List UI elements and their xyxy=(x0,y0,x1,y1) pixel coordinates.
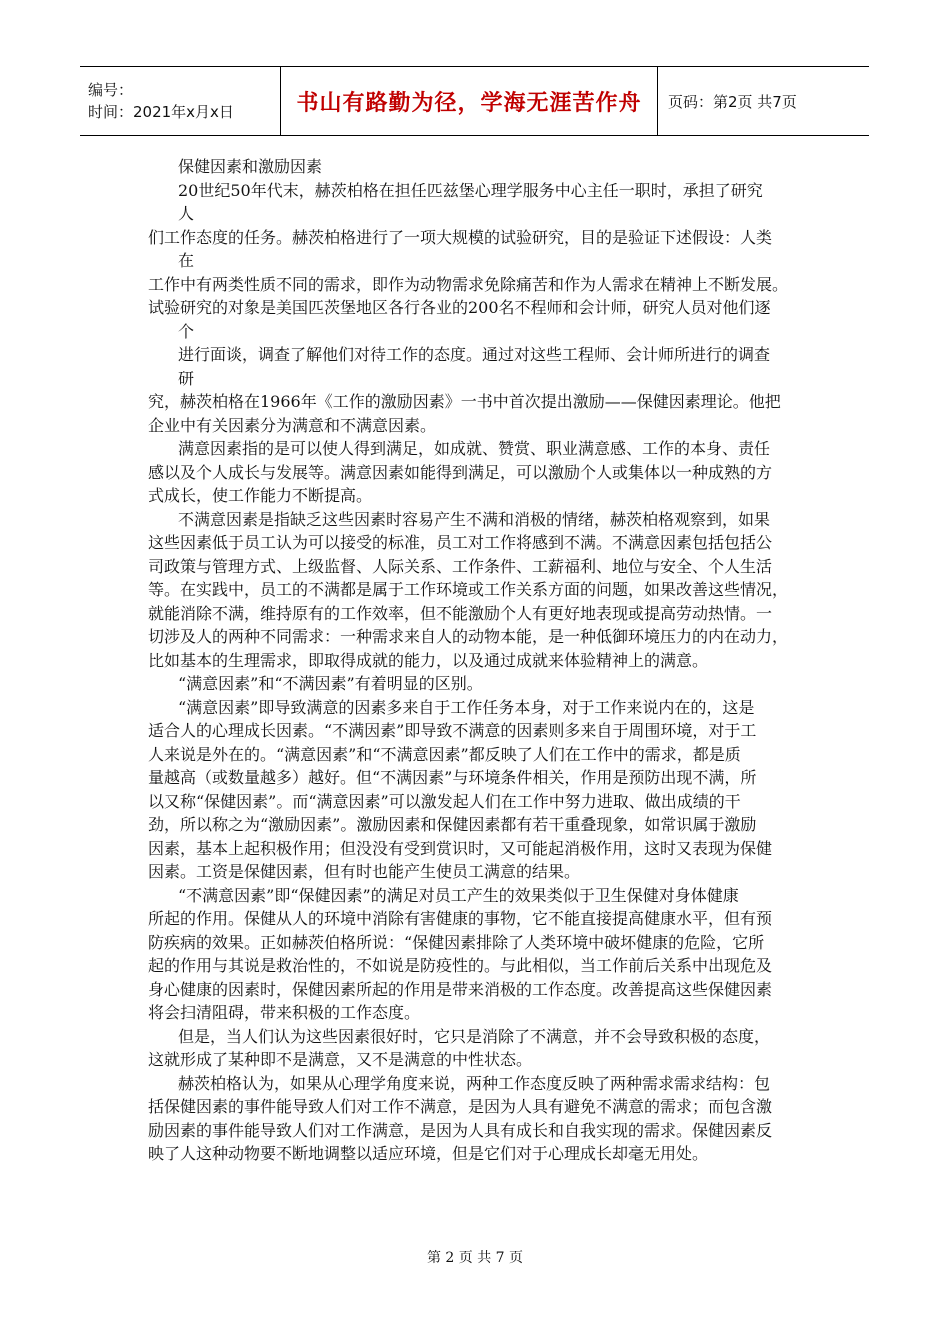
text-line: 量越高（或数量越多）越好。但“不满因素”与环境条件相关，作用是预防出现不满，所 xyxy=(148,768,757,787)
text-line: 起的作用与其说是救治性的，不如说是防疫性的。与此相似，当工作前后关系中出现危及 xyxy=(148,956,773,975)
text-line: 试验研究的对象是美国匹茨堡地区各行各业的200名不程师和会计师，研究人员对他们逐 xyxy=(148,298,771,317)
header-motto: 书山有路勤为径，学海无涯苦作舟 xyxy=(296,90,642,116)
text-line: 20世纪50年代末，赫茨柏格在担任匹兹堡心理学服务中心主任一职时，承担了研究 xyxy=(178,180,763,200)
text-line: 以又称“保健因素”。而“满意因素”可以激发起人们在工作中努力进取、做出成绩的干 xyxy=(148,791,741,811)
text-line: 工作中有两类性质不同的需求，即作为动物需求免除痛苦和作为人需求在精神上不断发展。 xyxy=(148,274,789,294)
document-body xyxy=(148,155,808,1166)
text-line: 企业中有关因素分为满意和不满意因素。 xyxy=(148,415,437,435)
text-line: 司政策与管理方式、上级监督、人际关系、工作条件、工薪福利、地位与安全、个人生活 xyxy=(148,556,773,576)
text-line: 感以及个人成长与发展等。满意因素如能得到满足，可以激励个人或集体以一种成熟的方 xyxy=(148,462,773,482)
text-line: 劲，所以称之为“激励因素”。激励因素和保健因素都有若干重叠现象，如常识属于激励 xyxy=(148,815,757,834)
text-line: 将会扫清阻碍，带来积极的工作态度。 xyxy=(148,1003,421,1022)
header-page-label: 页码：第2页 共7页 xyxy=(668,92,797,111)
text-line: 因素，基本上起积极作用；但没没有受到赏识时，又可能起消极作用，这时又表现为保健 xyxy=(148,838,773,858)
page-footer: 第 2 页 共 7 页 xyxy=(426,1250,524,1266)
text-line: 比如基本的生理需求，即取得成就的能力，以及通过成就来体验精神上的满意。 xyxy=(148,650,709,670)
text-line: 等。在实践中，员工的不满都是属于工作环境或工作关系方面的问题，如果改善这些情况， xyxy=(148,580,789,599)
text-line: 们工作态度的任务。赫茨柏格进行了一项大规模的试验研究，目的是验证下述假设：人类 xyxy=(148,227,773,247)
text-line: 这些因素低于员工认为可以接受的标准，员工对工作将感到不满。不满意因素包括包括公 xyxy=(148,533,773,552)
header-meta xyxy=(80,67,281,135)
header-date-label: 时间：2021年x月x日 xyxy=(88,103,234,121)
text-line: 式成长，使工作能力不断提高。 xyxy=(148,486,373,505)
text-line: 就能消除不满，维持原有的工作效率，但不能激励个人有更好地表现或提高劳动热情。一 xyxy=(148,603,773,623)
text-line: 括保健因素的事件能导致人们对工作不满意，是因为人具有避免不满意的需求；而包含激 xyxy=(148,1097,773,1116)
text-line: “不满意因素”即“保健因素”的满足对员工产生的效果类似于卫生保健对身体健康 xyxy=(178,885,739,905)
page-header xyxy=(80,66,869,136)
text-line: 究，赫茨柏格在1966年《工作的激励因素》一书中首次提出激励——保健因素理论。他把 xyxy=(148,392,781,411)
text-line: 这就形成了某种即不是满意，又不是满意的中性状态。 xyxy=(148,1050,533,1069)
text-line: 身心健康的因素时，保健因素所起的作用是带来消极的工作态度。改善提高这些保健因素 xyxy=(148,979,773,999)
text-line: 满意因素指的是可以使人得到满足，如成就、赞赏、职业满意感、工作的本身、责任 xyxy=(178,439,771,458)
text-line: 保健因素和激励因素 xyxy=(178,157,323,176)
header-number-label: 编号： xyxy=(88,81,134,99)
text-line: 映了人这种动物要不断地调整以适应环境，但是它们对于心理成长却毫无用处。 xyxy=(148,1144,709,1163)
text-line: 进行面谈，调查了解他们对待工作的态度。通过对这些工程师、会计师所进行的调查 xyxy=(178,345,771,364)
text-line: 赫茨柏格认为，如果从心理学角度来说，两种工作态度反映了两种需求需求结构：包 xyxy=(178,1073,771,1093)
text-line: 因素。工资是保健因素，但有时也能产生使员工满意的结果。 xyxy=(148,862,581,881)
text-line: “满意因素”即导致满意的因素多来自于工作任务本身，对于工作来说内在的，这是 xyxy=(178,697,755,717)
text-line: “满意因素”和“不满因素”有着明显的区别。 xyxy=(178,674,483,693)
header-motto-cell xyxy=(281,67,658,135)
text-line: 人 xyxy=(178,204,195,223)
text-line: 适合人的心理成长因素。“不满因素”即导致不满意的因素则多来自于周围环境，对于工 xyxy=(148,721,757,740)
text-line: 在 xyxy=(178,251,195,270)
text-line: 切涉及人的两种不同需求：一种需求来自人的动物本能，是一种低御环境压力的内在动力， xyxy=(148,627,789,646)
text-line: 研 xyxy=(178,368,195,388)
text-line: 所起的作用。保健从人的环境中消除有害健康的事物，它不能直接提高健康水平，但有预 xyxy=(148,909,773,928)
text-line: 人来说是外在的。“满意因素”和“不满意因素”都反映了人们在工作中的需求，都是质 xyxy=(148,744,741,764)
text-line: 但是，当人们认为这些因素很好时，它只是消除了不满意，并不会导致积极的态度， xyxy=(178,1026,771,1046)
header-page-cell xyxy=(658,67,869,135)
text-line: 个 xyxy=(178,321,195,341)
text-line: 励因素的事件能导致人们对工作满意，是因为人具有成长和自我实现的需求。保健因素反 xyxy=(148,1120,773,1140)
text-line: 不满意因素是指缺乏这些因素时容易产生不满和消极的情绪，赫茨柏格观察到，如果 xyxy=(178,509,771,529)
text-line: 防疾病的效果。正如赫茨伯格所说：“保健因素排除了人类环境中破坏健康的危险，它所 xyxy=(148,932,765,952)
